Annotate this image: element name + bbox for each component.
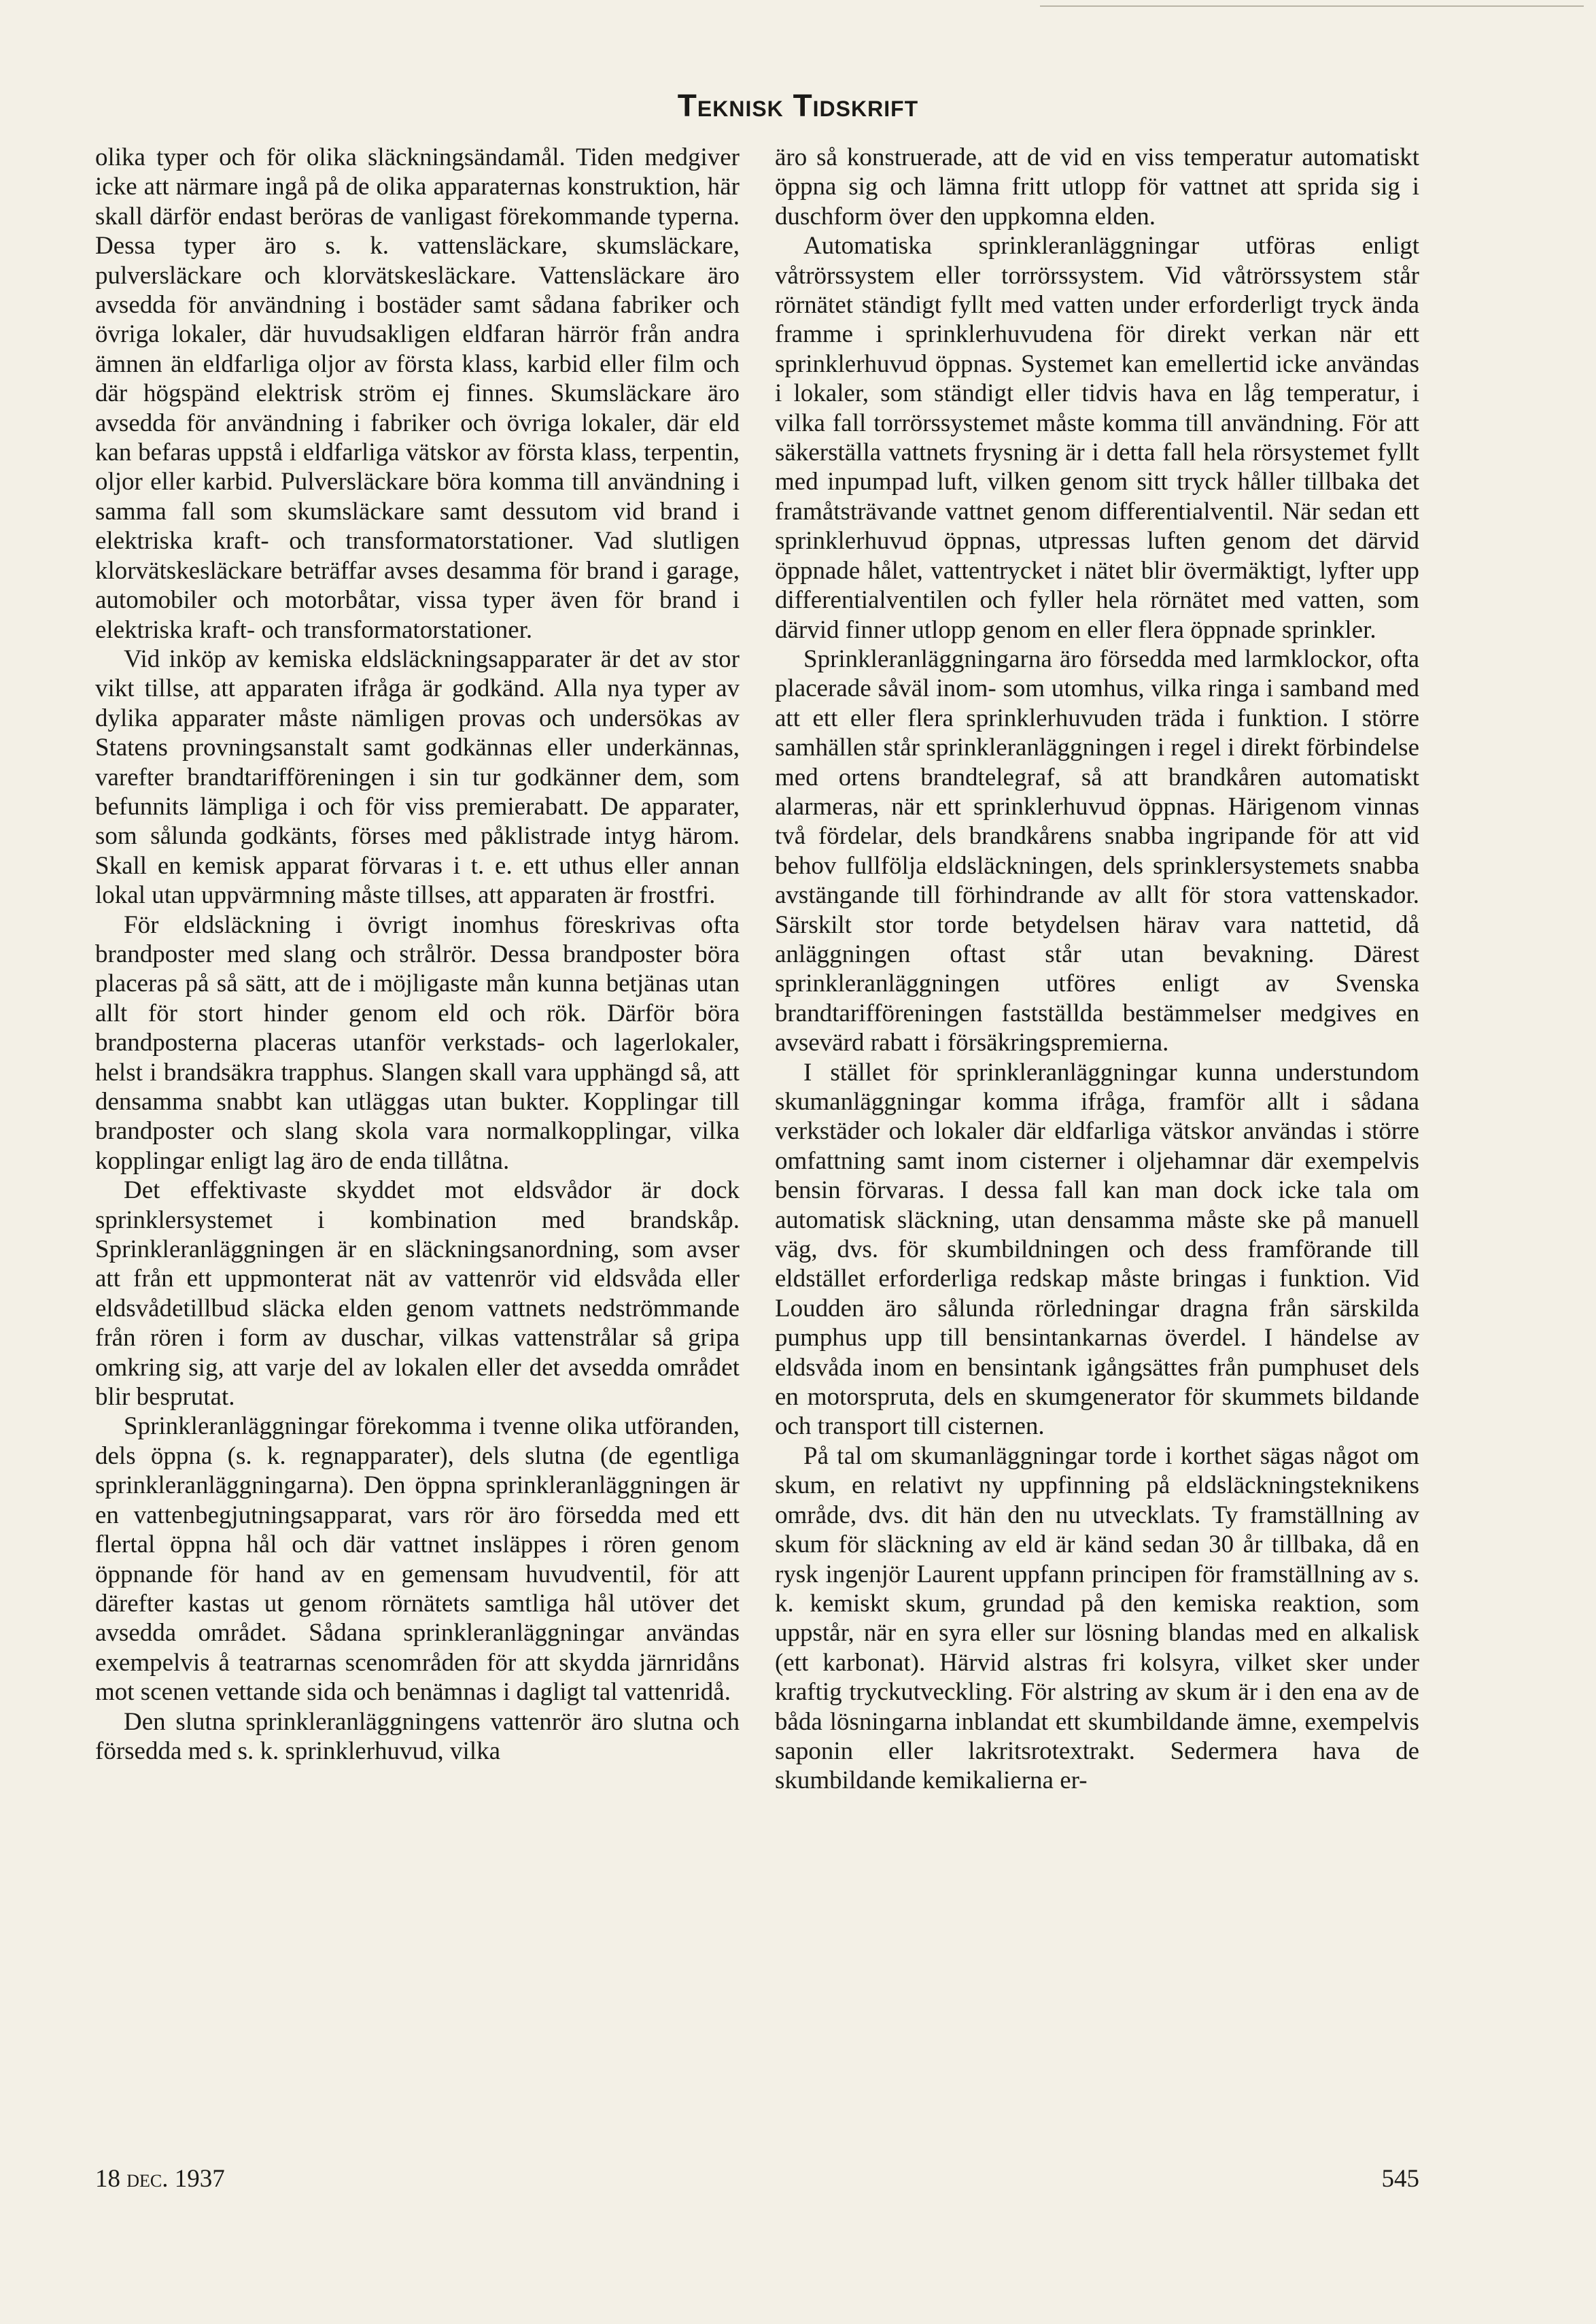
paragraph: I stället för sprinkleranläggningar kunna understundom skumanläggningar komma ifråga, framför allt i sådana verkstäder och lokaler där eldfarliga vätskor användas i större omfattning samt inom cisterner i oljehamnar där exempelvis bensin förvaras. I dessa fall kan man dock icke tala om automatisk släckning, utan densamma måste ske på manuell väg, dvs. för skumbildningen och dess framförande till eldstället erforderliga redskap måste bringas i funktion. Vid Loudden äro sålunda rörledningar dragna från särskilda pumphus upp till bensintankarnas överdel. I händelse av eldsvåda inom en bensintank igångsättes från pumphuset dels en motorspruta, dels en skumgenerator för skummets bildande och transport till cisternen. [775,1058,1419,1441]
paragraph: Sprinkleranläggningar förekomma i tvenne olika utföranden, dels öppna (s. k. regnapparater), dels slutna (de egentliga sprinkleranläggningarna). Den öppna sprinkleranläggningen är en vattenbegjutningsapparat, vars rör äro försedda med ett flertal öppna hål och där vattnet insläppes i rören genom öppnande för hand av en gemensam huvudventil, för att därefter kastas ut genom rörnätets samtliga hål utöver det avsedda området. Sådana sprinkleranläggningar användas exempelvis å teatrarnas scenområden för att skydda järnridåns mot scenen vettande sida och benämnas i dagligt tal vattenridå. [95,1412,740,1707]
paragraph: Automatiska sprinkleranläggningar utföras enligt våtrörssystem eller torrörssystem. Vid våtrörssystem står rörnätet ständigt fyllt med vatten under erforderligt tryck ända framme i sprinklerhuvudena för direkt verkan när ett sprinklerhuvud öppnas. Systemet kan emellertid icke användas i lokaler, som ständigt eller tidvis hava en låg temperatur, i vilka fall torrörssystemet måste komma till användning. För att säkerställa vattnets frysning är i detta fall hela rörsystemet fyllt med inpumpad luft, vilken genom sitt tryck håller tillbaka det framåtsträvande vattnet genom differentialventil. När sedan ett sprinklerhuvud öppnas, utpressas luften genom det därvid öppnade hålet, vattentrycket i nätet blir övermäktigt, lyfter upp differentialventilen och fyller hela rörnätet med vatten, som därvid finner utlopp genom en eller flera öppnade sprinkler. [775,232,1419,644]
right-column [775,143,1419,1796]
paragraph: För eldsläckning i övrigt inomhus föreskrivas ofta brandposter med slang och strålrör. Dessa brandposter böra placeras på så sätt, att de i möjligaste mån kunna betjänas utan allt för stort hinder genom eld och rök. Därför böra brandposterna placeras utanför verkstads- och lagerlokaler, helst i brandsäkra trapphus. Slangen skall vara upphängd så, att densamma snabbt kan utläggas utan bukter. Kopplingar till brandposter och slang skola vara normalkopplingar, vilka kopplingar enligt lag äro de enda tillåtna. [95,910,740,1175]
paragraph: äro så konstruerade, att de vid en viss temperatur automatiskt öppna sig och lämna fritt utlopp för vattnet att sprida sig i duschform över den uppkomna elden. [775,143,1419,230]
issue-date [95,2164,225,2193]
paragraph: På tal om skumanläggningar torde i korthet sägas något om skum, en relativt ny uppfinning på eldsläckningsteknikens område, dvs. dit hän den nu utvecklats. Ty framställning av skum för släckning av eld är känd sedan 30 år tillbaka, då en rysk ingenjör Laurent uppfann principen för framställning av s. k. kemiskt skum, grundad på den kemiska reaktion, som uppstår, när en syra eller sur lösning blandas med en alkalisk (ett karbonat). Härvid alstras fri kolsyra, vilket sker under kraftig tryckutveckling. För alstring av skum är i den ena av de båda lösningarna inblandat ett skumbildande ämne, exempelvis saponin eller lakritsrotextrakt. Sedermera hava de skumbildande kemikalierna er- [775,1441,1419,1795]
paragraph: Den slutna sprinkleranläggningens vattenrör äro slutna och försedda med s. k. sprinklerhuvud, vilka [95,1707,740,1765]
issue-day: 18 [95,2165,120,2193]
issue-month: dec. [126,2165,169,2193]
paragraph: olika typer och för olika släckningsändamål. Tiden medgiver icke att närmare ingå på de olika apparaternas konstruktion, här skall därför endast beröras de vanligast förekommande typerna. Dessa typer äro s. k. vattensläckare, skumsläckare, pulversläckare och klorvätskesläckare. Vattensläckare äro avsedda för användning i bostäder samt sådana fabriker och övriga lokaler, där huvudsakligen eldfaran härrör från andra ämnen än eldfarliga oljor av första klass, karbid eller film och där högspänd elektrisk ström ej finnes. Skumsläckare äro avsedda för användning i fabriker och övriga lokaler, där eld kan befaras uppstå i eldfarliga vätskor av första klass, terpentin, oljor eller karbid. Pulversläckare böra komma till användning i samma fall som skumsläckare samt dessutom vid brand i elektriska kraft- och transformatorstationer. Vad slutligen klorvätskesläckare beträffar avses desamma för brand i garage, automobiler och motorbåtar, vissa typer även för brand i elektriska kraft- och transformatorstationer. [95,143,740,644]
left-column [95,143,740,1766]
journal-header: Teknisk Tidskrift [677,88,919,123]
paragraph: Det effektivaste skyddet mot eldsvådor är dock sprinklersystemet i kombination med brandskåp. Sprinkleranläggningen är en släckningsanordning, som avser att från ett uppmonterat nät av vattenrör vid eldsvåda eller eldsvådetillbud släcka elden genom vattnets nedströmmande från rören i form av duschar, vilkas vattenstrålar så gripa omkring sig, att varje del av lokalen eller det avsedda området blir besprutat. [95,1176,740,1412]
paragraph: Sprinkleranläggningarna äro försedda med larmklockor, ofta placerade såväl inom- som utomhus, vilka ringa i samband med att ett eller flera sprinklerhuvuden träda i funktion. I större samhällen står sprinkleranläggningen i regel i direkt förbindelse med ortens brandtelegraf, så att brandkåren automatiskt alarmeras, när ett sprinklerhuvud öppnas. Härigenom vinnas två fördelar, dels brandkårens snabba ingripande för att vid behov fullfölja eldsläckningen, dels sprinklersystemets snabba avstängande till förhindrande av allt för stora vattenskador. Särskilt stor torde betydelsen härav vara nattetid, då anläggningen oftast står utan bevakning. Därest sprinkleranläggningen utföres enligt av Svenska brandtarifföreningen fastställda bestämmelser medgives en avsevärd rabatt i försäkringspremierna. [775,645,1419,1057]
paragraph: Vid inköp av kemiska eldsläckningsapparater är det av stor vikt tillse, att apparaten ifråga är godkänd. Alla nya typer av dylika apparater måste nämligen provas och undersökas av Statens provningsanstalt samt godkännas eller underkännas, varefter brandtarifföreningen i sin tur godkänner dem, som befunnits lämpliga i och för viss premierabatt. De apparater, som sålunda godkänts, förses med påklistrade intyg härom. Skall en kemisk apparat förvaras i t. e. ett uthus eller annan lokal utan uppvärmning måste tillses, att apparaten är frostfri. [95,645,740,910]
issue-year: 1937 [174,2165,225,2193]
page-number: 545 [1381,2165,1419,2193]
top-rule [1040,5,1584,7]
